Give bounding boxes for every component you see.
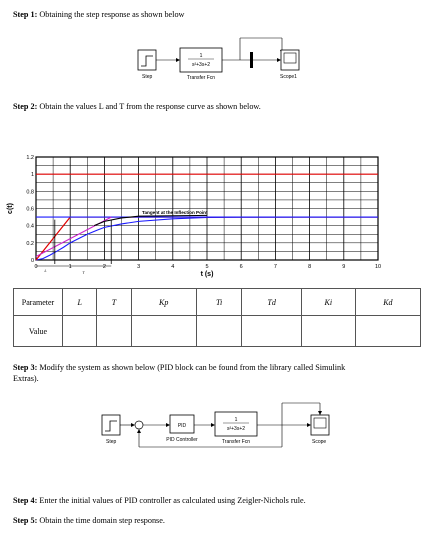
step-3-text: Step 3: Modify the system as shown below (PID block can be found from the library called Simulink	[13, 363, 346, 372]
pid-label: PID Controller	[166, 437, 198, 443]
mux-block[interactable]	[250, 52, 253, 68]
step-5-text: Step 5: Obtain the time domain step response.	[13, 516, 165, 525]
x-tick-label: 2	[102, 264, 106, 270]
x-tick-label: 3	[137, 264, 141, 270]
header-parameter: Parameter	[14, 289, 63, 316]
y-axis-label: c(t)	[7, 203, 14, 214]
y-tick-label: 0	[30, 258, 34, 264]
table-row	[14, 316, 421, 347]
label-l: L	[44, 268, 47, 273]
x-tick-label: 5	[205, 264, 209, 270]
value-cell-kd[interactable]	[355, 316, 420, 347]
step-1-text: Step 1: Obtaining the step response as shown below	[13, 10, 185, 19]
x-tick-label: 8	[308, 264, 312, 270]
step-block-2[interactable]	[102, 415, 120, 435]
label-t: T	[82, 270, 85, 275]
y-tick-label: 1	[30, 172, 34, 179]
svg-text:PID: PID	[177, 423, 187, 429]
step-block[interactable]	[138, 50, 156, 70]
header-t: T	[97, 289, 131, 316]
header-kd: Kd	[355, 289, 420, 316]
svg-text:1: 1	[199, 53, 203, 59]
tangent-annotation: Tangent at the Inflection Point	[142, 210, 208, 216]
x-axis-label: t (s)	[200, 271, 214, 278]
step-label-2: Step	[106, 439, 117, 445]
y-tick-label: 0.4	[26, 223, 34, 230]
value-cell-ki[interactable]	[301, 316, 355, 347]
x-tick-label: 1	[68, 264, 72, 270]
value-cell-ti[interactable]	[196, 316, 242, 347]
x-tick-label: 4	[171, 264, 175, 270]
sum-block[interactable]	[135, 421, 143, 429]
transfer-fcn-block-2[interactable]	[215, 412, 257, 436]
table-header-row	[14, 289, 421, 316]
x-tick-label: 0	[34, 264, 38, 270]
row-label-value: Value	[14, 316, 63, 347]
tf-label: Transfer Fcn	[186, 75, 216, 81]
step-response-chart	[0, 150, 435, 278]
scope1-label: Scope1	[280, 74, 297, 80]
y-tick-label: 1.2	[26, 155, 34, 161]
y-tick-label: 0.8	[26, 189, 34, 196]
header-kp: Kp	[131, 289, 196, 316]
svg-text:s²+3s+2: s²+3s+2	[226, 426, 246, 432]
step-3-text-cont: Extras).	[13, 374, 39, 383]
step-4-text: Step 4: Enter the initial values of PID controller as calculated using Zeigler-Nichols rule.	[13, 496, 306, 505]
simulink-diagram-2	[100, 395, 340, 455]
header-l: L	[63, 289, 97, 316]
pid-controller-block[interactable]	[170, 415, 194, 433]
parameter-table	[13, 288, 421, 347]
x-tick-label: 6	[239, 264, 243, 270]
header-td: Td	[242, 289, 302, 316]
scope-block[interactable]	[311, 415, 329, 435]
simulink-diagram-1	[130, 32, 330, 82]
x-tick-label: 9	[342, 264, 346, 270]
y-tick-label: 0.6	[26, 206, 34, 213]
value-cell-kp[interactable]	[131, 316, 196, 347]
step-label: Step	[142, 74, 153, 80]
x-tick-label: 10	[374, 264, 382, 270]
x-tick-label: 7	[273, 264, 277, 270]
scope-label: Scope	[312, 439, 327, 445]
scope1-block[interactable]	[281, 50, 299, 70]
header-ti: Ti	[196, 289, 242, 316]
step-2-text: Step 2: Obtain the values L and T from the response curve as shown below.	[13, 102, 261, 111]
value-cell-t[interactable]	[97, 316, 131, 347]
svg-text:1: 1	[234, 417, 238, 423]
transfer-fcn-block[interactable]	[180, 48, 222, 72]
svg-text:s²+3s+2: s²+3s+2	[191, 62, 211, 68]
value-cell-td[interactable]	[242, 316, 302, 347]
value-cell-l[interactable]	[63, 316, 97, 347]
y-tick-label: 0.2	[26, 240, 34, 247]
tf-label-2: Transfer Fcn	[221, 439, 251, 445]
header-ki: Ki	[301, 289, 355, 316]
